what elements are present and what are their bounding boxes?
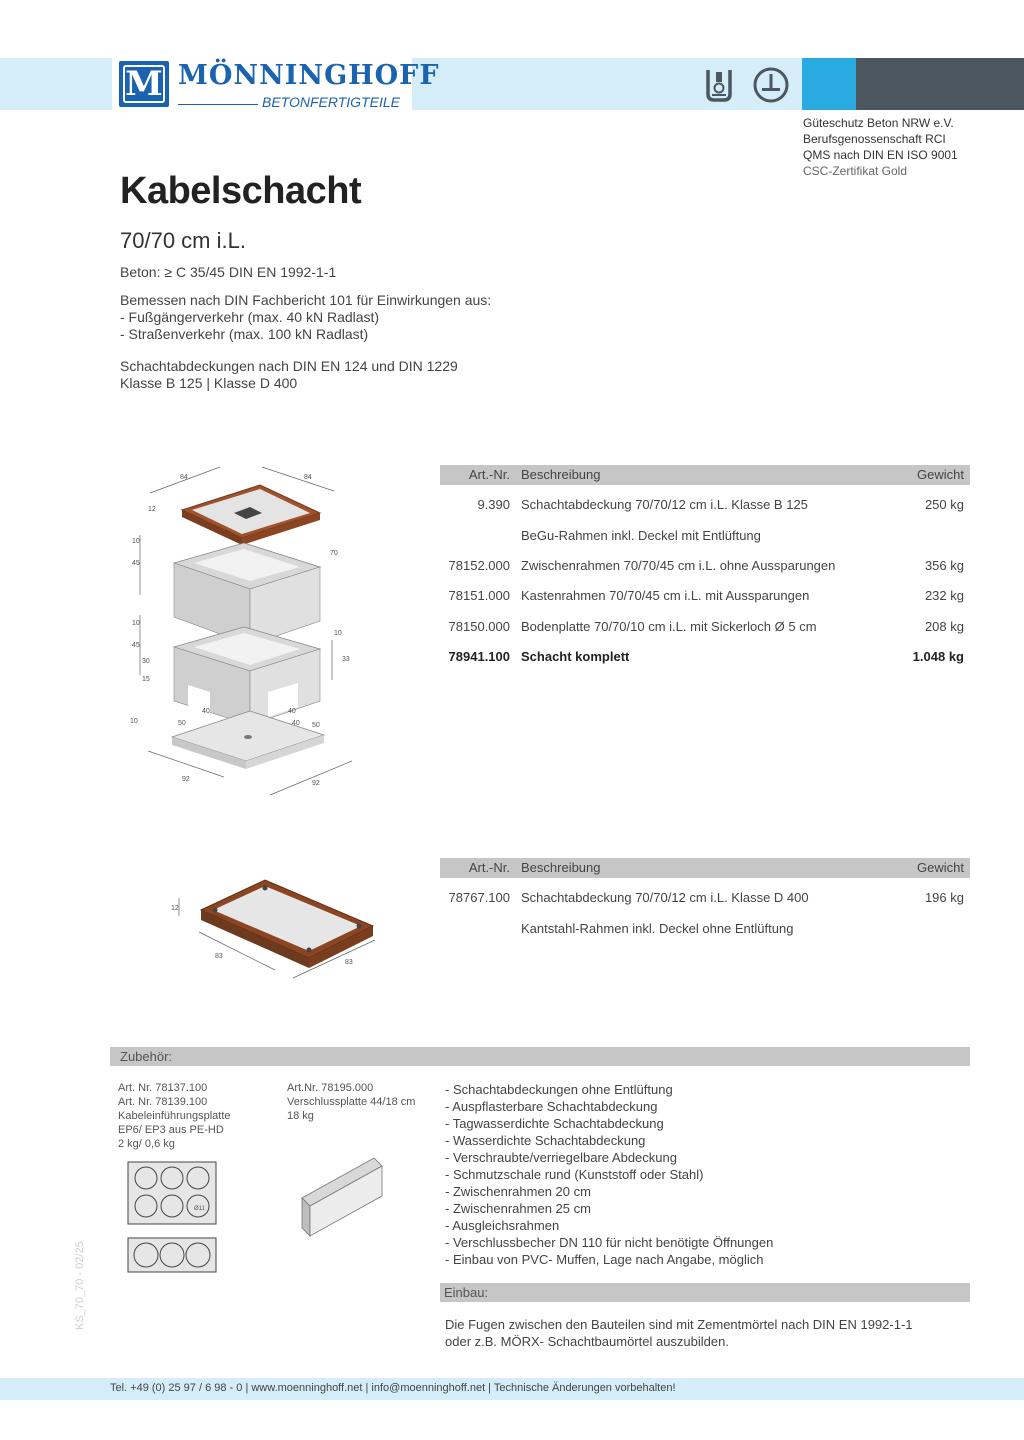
dim-label: 83 [345, 959, 353, 966]
shaft-exploded-drawing [112, 455, 372, 805]
col-desc: Beschreibung [521, 860, 601, 875]
design-spec-line: - Fußgängerverkehr (max. 40 kN Radlast) [120, 309, 380, 325]
cell-desc: Kantstahl-Rahmen inkl. Deckel ohne Entlüftung [521, 921, 794, 936]
dim-label: 33 [342, 656, 350, 663]
col-desc: Beschreibung [521, 467, 601, 482]
list-item: - Einbau von PVC- Muffen, Lage nach Angabe, möglich [445, 1252, 764, 1267]
dim-label: 45 [132, 642, 140, 649]
page-subtitle: 70/70 cm i.L. [120, 228, 246, 253]
company-logo[interactable] [112, 58, 440, 110]
table1-header [440, 465, 970, 485]
acc-line: Art. Nr. 78139.100 [118, 1096, 208, 1108]
cert-line: Berufsgenossenschaft RCI [803, 132, 946, 146]
dim-label: 45 [132, 560, 140, 567]
cell-weight: 1.048 kg [912, 649, 964, 664]
cell-art: 78150.000 [448, 619, 510, 634]
cell-weight: 250 kg [924, 497, 964, 512]
closure-plate-drawing [296, 1150, 388, 1242]
quality-seal-icon [700, 66, 738, 104]
table-row [440, 921, 970, 941]
brand-subtitle: BETONFERTIGTEILE [262, 94, 400, 110]
footer-band [0, 1378, 1024, 1400]
cell-desc: Kastenrahmen 70/70/45 cm i.L. mit Aussparungen [521, 588, 810, 603]
dim-label: 84 [180, 474, 188, 481]
installation-line: oder z.B. MÖRX- Schachtbaumörtel auszubilden. [445, 1334, 729, 1349]
rci-seal-icon [752, 66, 790, 104]
logo-letter: M [125, 64, 163, 104]
acc-line: EP6/ EP3 aus PE-HD [118, 1124, 224, 1136]
dim-label: 12 [171, 905, 179, 912]
list-item: - Zwischenrahmen 25 cm [445, 1201, 591, 1216]
dim-label: 40 [202, 708, 210, 715]
header-accent-dark [856, 58, 1024, 110]
cert-line: Güteschutz Beton NRW e.V. [803, 116, 954, 130]
plate-label: Ø11 [194, 1206, 205, 1212]
cell-art: 78151.000 [448, 588, 510, 603]
installation-text [445, 1316, 913, 1350]
dim-label: 10 [130, 718, 138, 725]
table-row [440, 497, 970, 517]
list-item: - Verschlussbecher DN 110 für nicht benötigte Öffnungen [445, 1235, 774, 1250]
cable-plate-info [118, 1081, 231, 1151]
design-spec-line: - Straßenverkehr (max. 100 kN Radlast) [120, 326, 369, 342]
dim-label: 10 [334, 630, 342, 637]
page-title: Kabelschacht [120, 170, 362, 212]
acc-line: Art. Nr. 78137.100 [118, 1082, 208, 1094]
footer-contact: Tel. +49 (0) 25 97 / 6 98 - 0 | www.moenninghoff.net | info@moenninghoff.net | Technische Änderungen vorbehalten! [110, 1382, 676, 1394]
header-accent-blue [802, 58, 856, 110]
design-spec [120, 292, 491, 343]
cell-art: 9.390 [477, 497, 510, 512]
closure-plate-info [287, 1081, 415, 1123]
cell-weight: 196 kg [924, 890, 964, 905]
cell-weight: 208 kg [924, 619, 964, 634]
list-item: - Wasserdichte Schachtabdeckung [445, 1133, 646, 1148]
col-weight: Gewicht [917, 860, 964, 875]
logo-mark [119, 61, 169, 107]
logo-divider [178, 104, 258, 105]
dim-label: 70 [330, 550, 338, 557]
brand-name: MÖNNINGHOFF [178, 60, 440, 91]
dim-label: 10 [132, 620, 140, 627]
installation-header: Einbau: [440, 1283, 970, 1302]
cover-spec-line: Schachtabdeckungen nach DIN EN 124 und DIN 1229 [120, 358, 458, 374]
table-row [440, 558, 970, 578]
dim-label: 50 [312, 722, 320, 729]
dim-label: 40 [288, 708, 296, 715]
dim-label: 83 [215, 953, 223, 960]
table2-header [440, 858, 970, 878]
col-weight: Gewicht [917, 467, 964, 482]
list-item: - Ausgleichsrahmen [445, 1218, 560, 1233]
accessories-header: Zubehör: [110, 1047, 970, 1066]
list-item: - Tagwasserdichte Schachtabdeckung [445, 1116, 664, 1131]
list-item: - Auspflasterbare Schachtabdeckung [445, 1099, 658, 1114]
list-item: - Verschraubte/verriegelbare Abdeckung [445, 1150, 677, 1165]
dim-label: 92 [312, 780, 320, 787]
acc-line: Verschlussplatte 44/18 cm [287, 1096, 416, 1108]
list-item: - Schmutzschale rund (Kunststoff oder Stahl) [445, 1167, 704, 1182]
list-item: - Zwischenrahmen 20 cm [445, 1184, 591, 1199]
acc-line: 18 kg [287, 1110, 314, 1122]
cover-spec-line: Klasse B 125 | Klasse D 400 [120, 375, 298, 391]
cell-desc: Schacht komplett [521, 649, 630, 664]
cell-desc: Bodenplatte 70/70/10 cm i.L. mit Sickerloch Ø 5 cm [521, 619, 817, 634]
col-art: Art.-Nr. [468, 467, 510, 482]
table-row-total [440, 649, 970, 669]
cell-art: 78152.000 [448, 558, 510, 573]
cover-spec [120, 358, 458, 392]
dim-label: 12 [148, 506, 156, 513]
concrete-spec: Beton: ≥ C 35/45 DIN EN 1992-1-1 [120, 264, 337, 280]
col-art: Art.-Nr. [468, 860, 510, 875]
design-spec-line: Bemessen nach DIN Fachbericht 101 für Einwirkungen aus: [120, 292, 492, 308]
installation-line: Die Fugen zwischen den Bauteilen sind mit Zementmörtel nach DIN EN 1992-1-1 [445, 1317, 913, 1332]
cover-d400-drawing [165, 868, 385, 988]
acc-line: Art.Nr. 78195.000 [287, 1082, 374, 1094]
certifications [803, 115, 958, 179]
cell-desc: Zwischenrahmen 70/70/45 cm i.L. ohne Aussparungen [521, 558, 836, 573]
dim-label: 40 [292, 720, 300, 727]
table-row [440, 588, 970, 608]
acc-line: Kabeleinführungsplatte [118, 1110, 231, 1122]
cert-line: CSC-Zertifikat Gold [803, 164, 908, 178]
dim-label: 10 [132, 538, 140, 545]
list-item: - Schachtabdeckungen ohne Entlüftung [445, 1082, 673, 1097]
acc-line: 2 kg/ 0,6 kg [118, 1138, 175, 1150]
table-row [440, 890, 970, 910]
dim-label: 15 [142, 676, 150, 683]
dim-label: 84 [304, 474, 312, 481]
cell-desc: BeGu-Rahmen inkl. Deckel mit Entlüftung [521, 528, 761, 543]
cell-art: 78941.100 [448, 649, 510, 664]
dim-label: 50 [178, 720, 186, 727]
table-row [440, 528, 970, 548]
table-row [440, 619, 970, 639]
dim-label: 30 [142, 658, 150, 665]
document-code: KS_70_70 - 02/25 [74, 1241, 86, 1330]
cell-weight: 356 kg [924, 558, 964, 573]
cell-weight: 232 kg [924, 588, 964, 603]
cell-desc: Schachtabdeckung 70/70/12 cm i.L. Klasse D 400 [521, 890, 809, 905]
accessory-list [445, 1081, 773, 1268]
cert-line: QMS nach DIN EN ISO 9001 [803, 148, 958, 162]
cell-desc: Schachtabdeckung 70/70/12 cm i.L. Klasse B 125 [521, 497, 808, 512]
cable-entry-plate-drawing [122, 1158, 222, 1276]
dim-label: 92 [182, 776, 190, 783]
cell-art: 78767.100 [448, 890, 510, 905]
